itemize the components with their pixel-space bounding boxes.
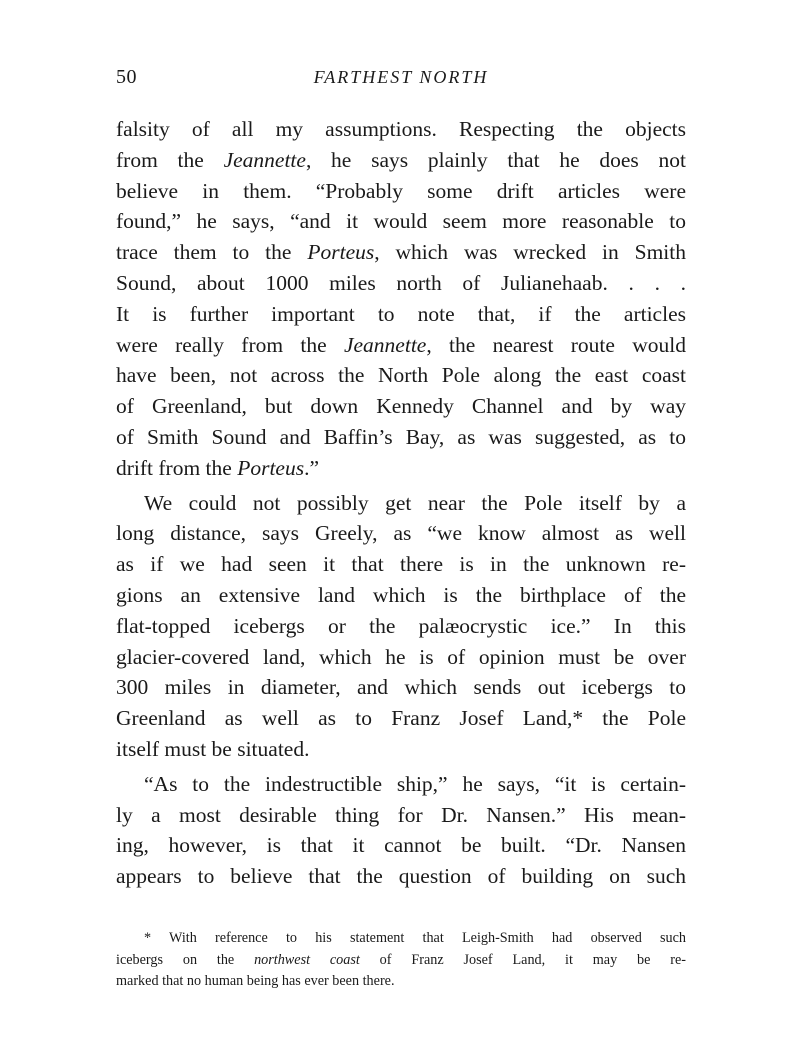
text-line: appears to believe that the question of building on such [116, 864, 686, 889]
ship-name-jeannette: Jeannette [343, 332, 427, 357]
text-line: of Greenland, but down Kennedy Channel and by way [116, 394, 686, 419]
text-line: ing, however, is that it cannot be built. “Dr. Nansen [116, 833, 686, 858]
text-line: falsity of all my assumptions. Respecting the objects [116, 117, 686, 141]
text-line: were really from the Jeannette, the nearest route would [116, 332, 686, 357]
text-line: “As to the indestructible ship,” he says, “it is certain- [144, 771, 686, 796]
text-line: long distance, says Greely, as “we know almost as well [116, 521, 686, 546]
page-header [116, 66, 686, 90]
text-line: from the Jeannette, he says plainly that he does not [116, 147, 686, 172]
text-line: We could not possibly get near the Pole itself by a [144, 490, 686, 515]
footnote-line: marked that no human being has ever been there. [116, 973, 395, 989]
text-line: flat-topped icebergs or the palæocrystic ice.” In this [116, 613, 686, 638]
text-line: found,” he says, “and it would seem more reasonable to [116, 209, 686, 234]
text-line: itself must be situated. [116, 736, 310, 761]
page-number: 50 [116, 66, 137, 88]
text-line: glacier-covered land, which he is of opinion must be over [116, 644, 686, 669]
footnote-line: * With reference to his statement that Leigh-Smith had observed such [144, 930, 686, 946]
ship-name-jeannette: Jeannette [223, 147, 306, 172]
text-line: gions an extensive land which is the birthplace of the [116, 582, 686, 607]
text-line: Sound, about 1000 miles north of Julianehaab. . . . [116, 270, 686, 295]
footnote-line: icebergs on the northwest coast of Franz Josef Land, it may be re- [116, 951, 686, 968]
footnote [116, 928, 686, 993]
running-head: FARTHEST NORTH [313, 67, 489, 87]
text-line: ly a most desirable thing for Dr. Nansen.” His mean- [116, 802, 686, 827]
text-line: trace them to the Porteus, which was wrecked in Smith [116, 240, 686, 265]
text-line: of Smith Sound and Baffin’s Bay, as was suggested, as to [116, 424, 686, 449]
body-text [116, 114, 686, 892]
ship-name-porteus: Porteus [307, 240, 375, 265]
text-line: drift from the Porteus.” [116, 455, 320, 480]
text-line: It is further important to note that, if the articles [116, 301, 686, 326]
text-line: 300 miles in diameter, and which sends out icebergs to [116, 675, 686, 700]
text-line: believe in them. “Probably some drift articles were [116, 178, 686, 203]
text-line: have been, not across the North Pole along the east coast [116, 363, 686, 388]
text-line: Greenland as well as to Franz Josef Land,* the Pole [116, 706, 686, 731]
ship-name-porteus: Porteus [237, 455, 305, 480]
text-line: as if we had seen it that there is in the unknown re- [116, 552, 686, 577]
footnote-emphasis: northwest coast [254, 951, 360, 968]
